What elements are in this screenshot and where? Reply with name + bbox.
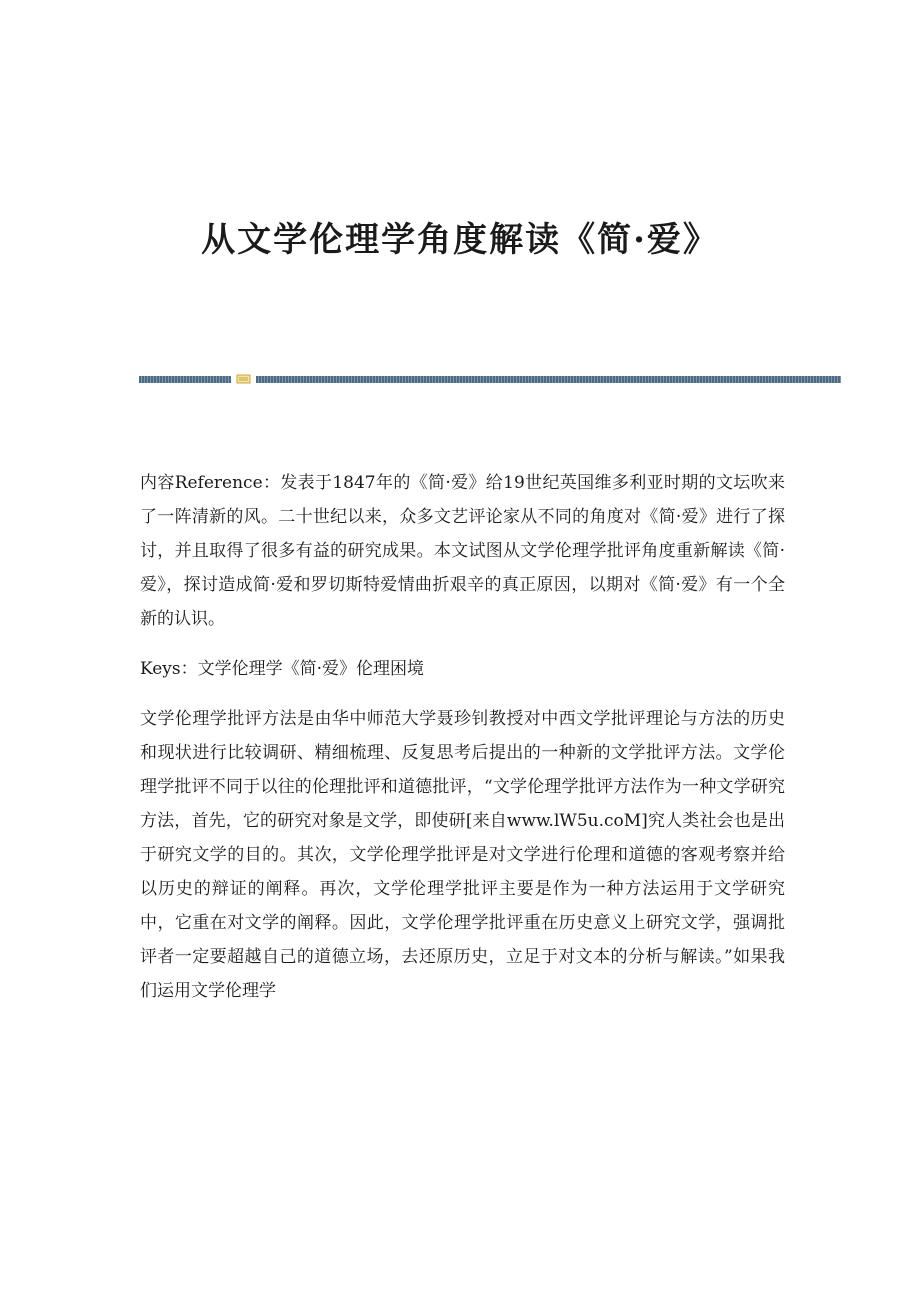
keywords-paragraph: Keys：文学伦理学《简·爱》伦理困境 — [140, 659, 425, 679]
title-divider — [139, 373, 841, 385]
document-content — [140, 466, 785, 1024]
abstract-paragraph: 内容Reference：发表于1847年的《简·爱》给19世纪英国维多利亚时期的文坛吹来了一阵清新的风。二十世纪以来，众多文艺评论家从不同的角度对《简·爱》进行了探讨，并且取得了很多有益的研究成果。本文试图从文学伦理学批评角度重新解读《简·爱》，探讨造成简·爱和罗切斯特爱情曲折艰辛的真正原因，以期对《简·爱》有一个全新的认识。 — [140, 473, 785, 629]
divider-bar-left — [139, 376, 231, 383]
document-title: 从文学伦理学角度解读《简·爱》 — [201, 220, 719, 260]
divider-bar-right — [256, 376, 841, 383]
body-paragraph: 文学伦理学批评方法是由华中师范大学聂珍钊教授对中西文学批评理论与方法的历史和现状进行比较调研、精细梳理、反复思考后提出的一种新的文学批评方法。文学伦理学批评不同于以往的伦理批评和道德批评，“文学伦理学批评方法作为一种文学研究方法，首先，它的研究对象是文学，即使研[来自www.lW5u.coM]究人类社会也是出于研究文学的目的。其次，文学伦理学批评是对文学进行伦理和道德的客观考察并给以历史的辩证的阐释。再次，文学伦理学批评主要是作为一种方法运用于文学研究中，它重在对文学的阐释。因此，文学伦理学批评重在历史意义上研究文学，强调批评者一定要超越自己的道德立场，去还原历史，立足于对文本的分析与解读。”如果我们运用文学伦理学 — [140, 709, 785, 1001]
divider-ornament-icon — [236, 373, 251, 385]
